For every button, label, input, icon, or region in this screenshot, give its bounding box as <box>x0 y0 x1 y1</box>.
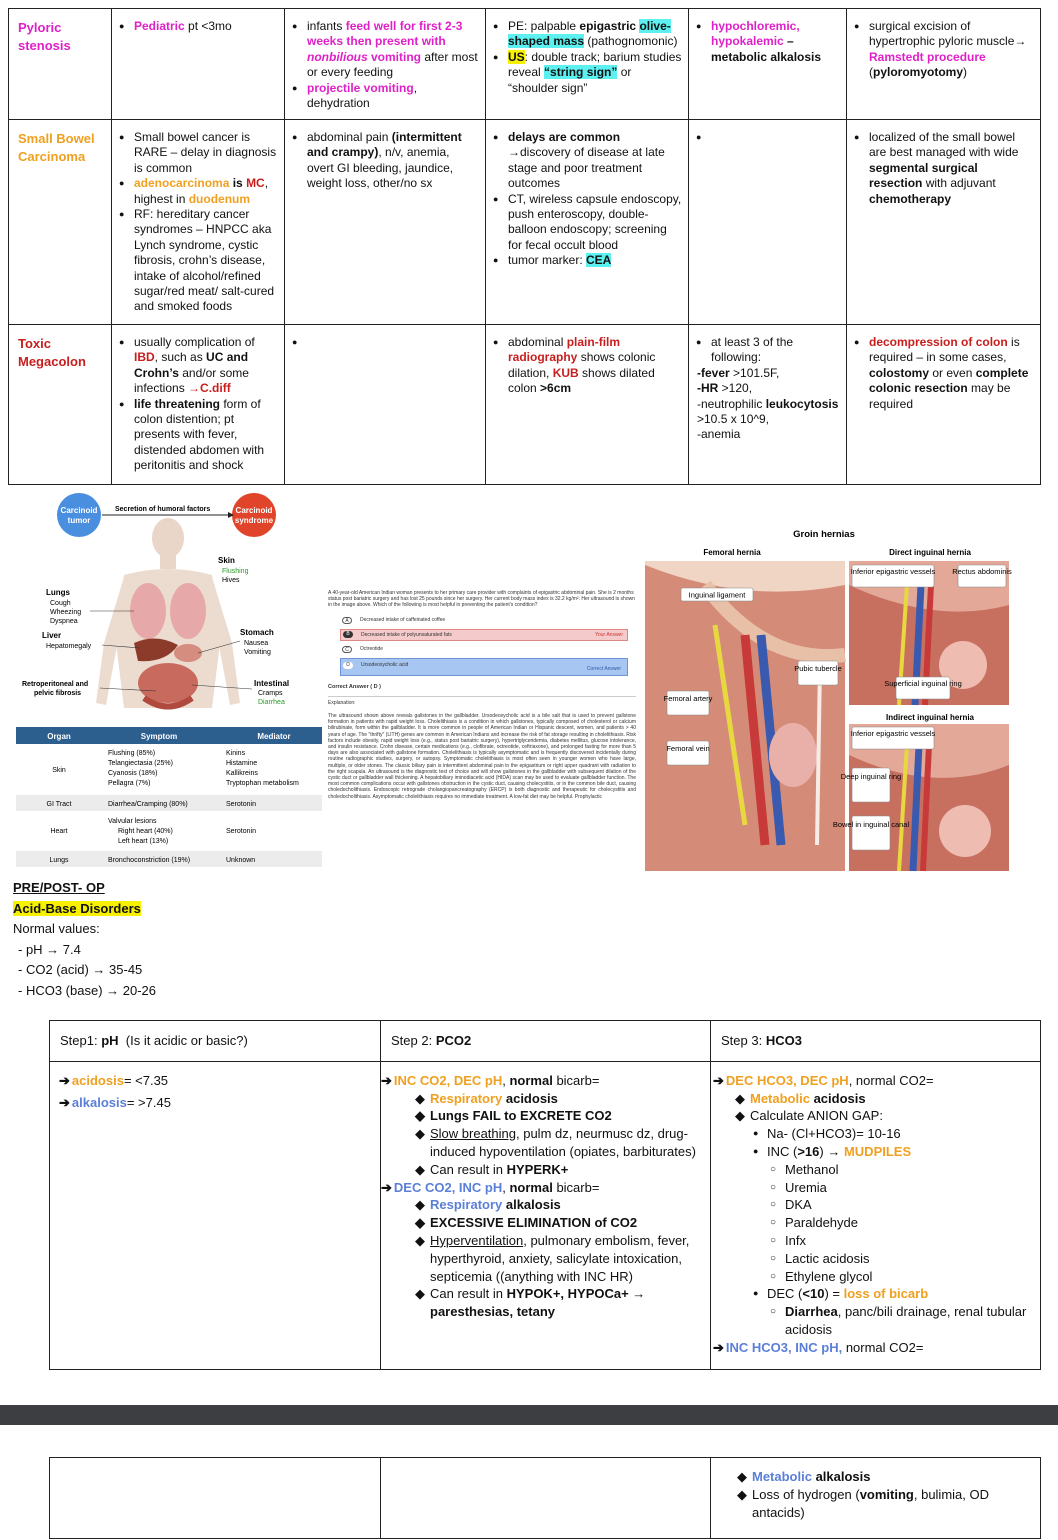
list-item: ● infants feed well for first 2-3 weeks then present with nonbilious vomiting after most or every feeding <box>293 19 479 81</box>
liver-label: Liver <box>42 631 62 640</box>
liver-symptom: Hepatomegaly <box>46 643 92 650</box>
mediator-cell: Unknown <box>226 857 256 864</box>
disease-name: Small Bowel Carcinoma <box>9 120 112 325</box>
mediator-cell: Tryptophan metabolism <box>226 780 299 787</box>
list-item: ● RF: hereditary cancer syndromes – HNPCC aka Lynch syndrome, cystic fibrosis, crohn’s disease, intake of alcohol/refined sugar/red meat/ salt-cured and smoked foods <box>120 207 278 315</box>
list-item: ● PE: palpable epigastric olive-shaped mass (pathognomonic) <box>494 19 682 50</box>
symptom-cell: Right heart (40%) <box>118 828 173 835</box>
question-panel <box>328 590 636 875</box>
carcinoid-tumor-circle <box>57 493 101 537</box>
table-row <box>50 1021 1041 1062</box>
direct-title: Direct inguinal hernia <box>889 548 971 557</box>
syndrome-label-1: Carcinoid <box>235 506 273 515</box>
retro-label: Retroperitoneal and <box>22 681 89 688</box>
normal-values-list <box>13 940 156 1002</box>
symptom-cell: Diarrhea/Cramping (80%) <box>108 801 188 808</box>
femoral-title: Femoral hernia <box>703 548 761 557</box>
table-row: ➔ acidosis= <7.35 ➔ alkalosis= >7.45 ➔ INC CO2, DEC pH, normal bicarb= ◆ Respiratory acidosis ◆ Lungs FAIL to EXCRETE CO2 ◆ Slow breathing, pulm dz, neurmusc dz, drug-induced hypoventilation (opiates, barbiturates) ◆ Can result in HYPERK+ ➔ DEC CO2, INC pH, normal bicarb= ◆ Respiratory alkalosis ◆ EXCESSIVE ELIMINATION of CO2 ◆ Hyperventilation, pulmonary embolism, fever, hyperthyroid, anxiety, salicylate intoxication, septicemia ((anything with INC HR) ◆ Can result in HYPOK+, HYPOCa+ → paresthesias, tetany ➔ DEC HCO3, DEC pH, normal CO2= ◆ Metabolic acidosis ◆ Calculate ANION GAP: ● Na- (Cl+HCO3)= 10-16 ● INC (>16) → MUDPILES ○ Methanol ○ Uremia ○ DKA ○ Paraldehyde ○ Infx ○ Lactic acidosis ○ Ethylene glycol ● DEC (<10) = loss of bicarb ○ Diarrhea, panc/bili drainage, renal tubular acidosis ➔ INC HCO3, INC pH, normal CO2= <box>50 1061 1041 1369</box>
lungs-label: Lungs <box>46 588 70 597</box>
symptom-cell: Telangiectasia (25%) <box>108 760 173 767</box>
intestinal-symptom: Cramps <box>258 690 283 697</box>
lungs-symptom: Cough <box>50 600 71 607</box>
skin-symptom: Hives <box>222 577 240 584</box>
table-row: Toxic Megacolon ● usually complication of IBD, such as UC and Crohn’s and/or some infections →C.diff ● life threatening form of colon distention; pt presents with fever, distended abdomen with peritonitis and shock ● ● abdominal plain-film radiography shows colonic dilation, KUB shows dilated colon >6cm ● at least 3 of the following: -fever >101.5F, -HR >120, -neutrophilic leukocytosis >10.5 x 10^9, -anemia ● decompression of colon is required – in some cases, colostomy or even complete colonic resection may be required <box>9 325 1041 485</box>
tumor-label-1: Carcinoid <box>60 506 98 515</box>
page-divider <box>0 1405 1058 1425</box>
option-text: Octreotide <box>360 646 384 652</box>
list-item: ● abdominal plain-film radiography shows colonic dilation, KUB shows dilated colon >6cm <box>494 335 682 397</box>
organ-cell: Heart <box>50 828 68 835</box>
symptom-cell: Flushing (85%) <box>108 750 156 757</box>
list-item: ● Pediatric pt <3mo <box>120 19 278 34</box>
answer-option[interactable] <box>340 615 628 626</box>
answer-option[interactable] <box>340 644 628 655</box>
disease-name: Pyloric stenosis <box>9 9 112 120</box>
option-letter: D <box>343 662 353 669</box>
normal-values-label: Normal values: <box>13 921 100 936</box>
stomach-label: Stomach <box>240 628 274 637</box>
lungs-symptom: Wheezing <box>50 609 82 616</box>
table-row <box>9 120 1041 325</box>
list-item: ● surgical excision of hypertrophic pyloric muscle→ Ramstedt procedure (pyloromyotomy) <box>855 19 1034 81</box>
answer-option[interactable] <box>340 658 628 676</box>
hernia-label: Inferior epigastric vessels <box>850 729 936 738</box>
list-item: ● Small bowel cancer is RARE – delay in diagnosis is common <box>120 130 278 176</box>
table-header: Organ <box>47 732 71 741</box>
mediator-cell: Histamine <box>226 760 258 767</box>
mediator-cell: Kallikreins <box>226 770 258 777</box>
list-item: - pH → 7.4 <box>18 940 156 961</box>
disease-name: Toxic Megacolon <box>9 325 112 485</box>
your-answer-tag: Your Answer <box>595 631 623 638</box>
table-header: Mediator <box>257 732 291 741</box>
list-item: ● life threatening form of colon distention; pt presents with fever, distended abdomen with peritonitis and shock <box>120 397 278 474</box>
option-letter: B <box>343 631 353 638</box>
groin-hernia-figure <box>645 525 1013 875</box>
hernia-label: Bowel in inguinal canal <box>832 820 910 829</box>
organ-cell: GI Tract <box>46 801 72 808</box>
list-item <box>697 130 840 145</box>
list-item: - HCO3 (base) → 20-26 <box>18 981 156 1002</box>
list-item: ● tumor marker: CEA <box>494 253 682 268</box>
list-item: ● adenocarcinoma is MC, highest in duodenum <box>120 176 278 207</box>
mediator-cell: Serotonin <box>226 801 256 808</box>
list-item: ● hypochloremic, hypokalemic – metabolic alkalosis <box>697 19 840 65</box>
option-text: Decreased intake of polyunsaturated fats <box>361 631 452 638</box>
step2-header: Step 2: PCO2 <box>381 1021 711 1062</box>
explanation-label: Explanation: <box>328 699 356 706</box>
step1-header: Step1: pH (Is it acidic or basic?) <box>50 1021 381 1062</box>
answer-option[interactable] <box>340 629 628 641</box>
steps-table <box>49 1020 1041 1370</box>
organ-cell: Lungs <box>49 857 69 864</box>
tumor-label-2: tumor <box>67 516 91 525</box>
list-item: ○ Methanol <box>767 1161 1034 1179</box>
list-item: ● localized of the small bowel are best managed with wide segmental surgical resection with adjuvant chemotherapy <box>855 130 1034 207</box>
alkalosis-line: ➔ alkalosis= >7.45 <box>59 1094 374 1112</box>
hernia-label: Inguinal ligament <box>688 590 746 600</box>
explanation-text: The ultrasound shown above reveals gallstones in the gallbladder. Ursodeoxycholic acid is a bile salt that is used to prevent gallstone formation in patients with rapid weight loss. Cholelithiasis is a condition in which gallstones, typically composed of cholesterol or calcium bilirubinate, form within the gallbladder. It is more common in people of American Indian or Hispanic descent, women, and patients > 40 years of age. The "thrifty" (LITH) genes are common in American Indians and increase the risk of fat storage resulting in cholelithiasis. Risk factors include obesity, rapid weight loss (e.g., status post bariatric surgery), hypertriglyceridemia, diabetes mellitus, glucose intolerance, and insulin resistance. Crohn disease, certain medications (e.g., clofibrate, octreotide, ceftriaxone), and prolonged fasting for more than 5 days are also associated with gallstone formation. Cholelithiasis is typically asymptomatic and is frequently discovered incidentally during routine radiographic studies, surgery, or autopsy. Symptomatic cholelithiasis is most often seen in younger women who have large, multiple, or older stones. The classic biliary pain is intermittent abdominal pain in the epigastrium or right upper quadrant with radiation to the right scapula. An ultrasound is the diagnostic test of choice and will show gallstones in the gallbladder with subsequent dilation of the cystic duct or gallbladder wall thickening. A hepatobiliary iminodiacetic acid (HIDA) scan may be used to evaluate gallbladder function. The most common complications occur with gallstones obstruction in the cystic duct, causing cholecystitis, or in the common bile duct, causing choledocholithiasis. Endoscopic retrograde cholangiopancreatography (ERCP) is both diagnostic and therapeutic for cholecystitis and choledocholithiasis. Asymptomatic cholelithiasis requires no immediate treatment. A low-fat diet may be helpful. Prophylactic <box>328 713 636 800</box>
stomach-symptom: Vomiting <box>244 649 271 656</box>
list-item: - CO2 (acid) → 35-45 <box>18 960 156 981</box>
carcinoid-figure <box>16 493 322 871</box>
list-item: ○ Ethylene glycol <box>767 1268 1034 1286</box>
mediator-cell: Kinins <box>226 750 246 757</box>
hernia-label: Rectus abdominis <box>952 567 1012 576</box>
option-text: Decreased intake of caffeinated coffee <box>360 617 446 623</box>
hernia-label: Inferior epigastric vessels <box>850 567 936 576</box>
lungs-symptom: Dyspnea <box>50 618 78 625</box>
list-item: ● CT, wireless capsule endoscopy, push enteroscopy, double-balloon endoscopy; screening for fecal occult blood <box>494 192 682 254</box>
organ-cell: Skin <box>52 767 66 774</box>
table-row <box>9 9 1041 120</box>
symptom-cell: Valvular lesions <box>108 818 157 825</box>
list-item: ○ Lactic acidosis <box>767 1250 1034 1268</box>
groin-title: Groin hernias <box>793 529 855 540</box>
hernia-label: Femoral artery <box>663 694 713 703</box>
stomach-symptom: Nausea <box>244 640 269 647</box>
symptom-cell: Cyanosis (18%) <box>108 770 158 777</box>
question-stem: A 40-year-old American Indian woman presents to her primary care provider with complaints of epigastric abdominal pain. She is 2 months status post bariatric surgery and has lost 25 pounds since her surgery. Her current body mass index is 32.2 kg/m². Her ultrasound is shown in the image above. Which of the following is most helpful in preventing the patient's condition? <box>328 590 635 609</box>
list-item: ○ DKA <box>767 1196 1034 1214</box>
option-letter: C <box>342 646 352 653</box>
mediator-cell: Serotonin <box>226 828 256 835</box>
page-title: Acid-Base Disorders <box>13 900 141 916</box>
intestinal-symptom: Diarrhea <box>258 699 285 706</box>
acidosis-line: ➔ acidosis= <7.35 <box>59 1072 374 1090</box>
list-item: ● decompression of colon is required – in some cases, colostomy or even complete colonic resection may be required <box>855 335 1034 412</box>
correct-answer-tag: Correct Answer <box>586 666 621 673</box>
syndrome-label-2: syndrome <box>234 516 274 525</box>
step3-header: Step 3: HCO3 <box>711 1021 1041 1062</box>
secretion-label: Secretion of humoral factors <box>115 506 211 513</box>
symptom-cell: Pellagra (7%) <box>108 780 151 787</box>
retro-label: pelvic fibrosis <box>34 690 82 697</box>
list-item: ● at least 3 of the following: <box>697 335 840 366</box>
section-heading: PRE/POST- OP <box>13 880 105 895</box>
continuation-table <box>49 1457 1041 1539</box>
acid-base-section <box>13 878 156 1001</box>
hernia-label: Deep inguinal ring <box>840 772 902 781</box>
symptom-cell: Left heart (13%) <box>118 838 169 845</box>
list-item: ○ Paraldehyde <box>767 1214 1034 1232</box>
carcinoid-syndrome-circle <box>232 493 276 537</box>
option-letter: A <box>342 617 352 624</box>
list-item: ● abdominal pain (intermittent and crampy), n/v, anemia, overt GI bleeding, jaundice, weight loss, other/no sx <box>293 130 479 192</box>
skin-label: Skin <box>218 556 235 565</box>
correct-answer-label: Correct Answer ( D ) <box>328 684 636 697</box>
indirect-title: Indirect inguinal hernia <box>885 713 975 722</box>
list-item: ● US: double track; barium studies reveal “string sign” or “shoulder sign” <box>494 50 682 96</box>
hernia-label: Superficial inguinal ring <box>884 679 962 688</box>
skin-symptom: Flushing <box>222 568 249 575</box>
option-text: Ursodeoxycholic acid <box>361 661 409 668</box>
hernia-label: Pubic tubercle <box>794 664 842 673</box>
intestinal-label: Intestinal <box>254 679 290 688</box>
symptom-cell: Bronchoconstriction (19%) <box>108 857 191 864</box>
hernia-label: Femoral vein <box>666 744 710 753</box>
list-item <box>293 335 479 350</box>
table-row: ◆ Metabolic alkalosis ◆ Loss of hydrogen (vomiting, bulimia, OD antacids) <box>50 1458 1041 1539</box>
list-item: ● projectile vomiting, dehydration <box>293 81 479 112</box>
list-item: ○ Infx <box>767 1232 1034 1250</box>
list-item: ● delays are common →discovery of disease at late stage and poor treatment outcomes <box>494 130 682 192</box>
disease-table <box>8 8 1041 485</box>
table-header: Symptom <box>140 732 178 741</box>
list-item: ○ Uremia <box>767 1179 1034 1197</box>
list-item: ● usually complication of IBD, such as UC and Crohn’s and/or some infections →C.diff <box>120 335 278 397</box>
